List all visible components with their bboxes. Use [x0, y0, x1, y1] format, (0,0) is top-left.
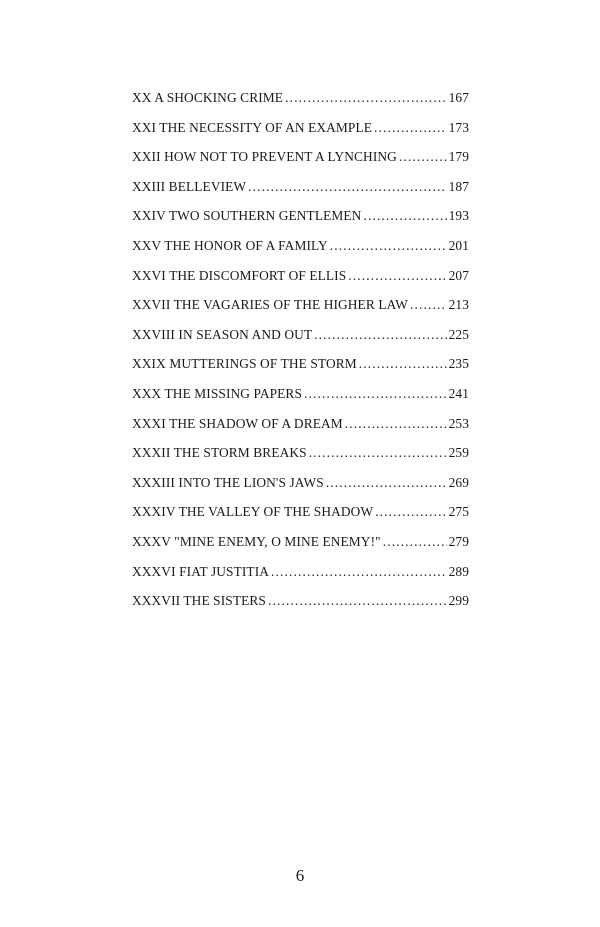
toc-entry-title: XX A SHOCKING CRIME: [132, 90, 284, 105]
toc-entry: [132, 268, 469, 298]
toc-entry-page: 279: [448, 533, 469, 549]
toc-leader-dots: [359, 356, 447, 372]
toc-entry-title: XXXIII INTO THE LION'S JAWS: [132, 474, 324, 490]
toc-entry: [132, 120, 469, 150]
toc-entry: [132, 564, 469, 594]
toc-entry-title: XXIV TWO SOUTHERN GENTLEMEN: [132, 208, 362, 224]
toc-entry-page: 259: [448, 445, 469, 461]
toc-entry-page: 213: [448, 297, 469, 313]
toc-entry-page: 299: [448, 593, 469, 609]
toc-leader-dots: [304, 386, 447, 402]
toc-entry-page: 179: [448, 149, 469, 165]
toc-entry: [132, 504, 469, 534]
toc-entry-page: 253: [448, 415, 469, 431]
toc-entry: [132, 149, 469, 179]
toc-leader-dots: [314, 327, 446, 343]
toc-entry-title: XXXVII THE SISTERS: [132, 593, 266, 609]
toc-leader-dots: [374, 120, 447, 136]
toc-entry-page: 235: [448, 356, 469, 372]
toc-leader-dots: [271, 564, 447, 580]
toc-entry-page: 269: [448, 474, 469, 490]
toc-entry-page: 275: [448, 504, 469, 520]
toc-leader-dots: [345, 416, 447, 432]
toc-entry-title: XXVII THE VAGARIES OF THE HIGHER LAW: [132, 297, 409, 313]
toc-entry-page: 289: [448, 563, 469, 579]
toc-entry-page: 241: [448, 385, 469, 401]
toc-entry-page: 201: [448, 237, 469, 253]
toc-entry-title: XXX THE MISSING PAPERS: [132, 385, 302, 401]
toc-entry: [132, 179, 469, 209]
toc-entry-title: XXVI THE DISCOMFORT OF ELLIS: [132, 267, 347, 283]
toc-entry-title: XXII HOW NOT TO PREVENT A LYNCHING: [132, 149, 397, 165]
toc-entry-page: 173: [448, 119, 469, 135]
toc-leader-dots: [326, 475, 447, 491]
toc-entry: [132, 90, 469, 120]
toc-entry-page: 207: [448, 267, 469, 283]
toc-leader-dots: [330, 238, 447, 254]
toc-leader-dots: [383, 534, 447, 550]
toc-entry-title: XXXI THE SHADOW OF A DREAM: [132, 415, 343, 431]
toc-entry: [132, 327, 469, 357]
toc-entry-title: XXXVI FIAT JUSTITIA: [132, 563, 270, 579]
toc-entry-title: XXIII BELLEVIEW: [132, 178, 247, 194]
toc-leader-dots: [268, 593, 447, 609]
toc-leader-dots: [309, 445, 447, 461]
toc-entry-page: 167: [448, 90, 469, 105]
toc-leader-dots: [375, 504, 446, 520]
toc-entry: [132, 238, 469, 268]
toc-leader-dots: [363, 208, 446, 224]
page-number: 6: [295, 866, 305, 885]
toc-entry-title: XXXV "MINE ENEMY, O MINE ENEMY!": [132, 533, 381, 549]
toc-entry: [132, 416, 469, 446]
table-of-contents: [132, 90, 469, 623]
toc-entry-title: XXI THE NECESSITY OF AN EXAMPLE: [132, 119, 373, 135]
toc-entry: [132, 356, 469, 386]
toc-leader-dots: [399, 149, 447, 165]
toc-entry: [132, 475, 469, 505]
toc-leader-dots: [410, 297, 447, 313]
toc-entry-page: 193: [448, 208, 469, 224]
toc-entry-page: 225: [448, 326, 469, 342]
toc-entry: [132, 297, 469, 327]
toc-leader-dots: [348, 268, 446, 284]
toc-entry: [132, 445, 469, 475]
toc-entry-title: XXXII THE STORM BREAKS: [132, 445, 307, 461]
toc-entry: [132, 208, 469, 238]
toc-entry-title: XXV THE HONOR OF A FAMILY: [132, 237, 328, 253]
toc-entry: [132, 386, 469, 416]
toc-leader-dots: [285, 90, 447, 106]
toc-entry: [132, 593, 469, 623]
toc-entry-title: XXVIII IN SEASON AND OUT: [132, 326, 313, 342]
toc-entry-title: XXXIV THE VALLEY OF THE SHADOW: [132, 504, 374, 520]
toc-entry: [132, 534, 469, 564]
toc-entry-page: 187: [448, 178, 469, 194]
toc-entry-title: XXIX MUTTERINGS OF THE STORM: [132, 356, 357, 372]
toc-leader-dots: [248, 179, 446, 195]
